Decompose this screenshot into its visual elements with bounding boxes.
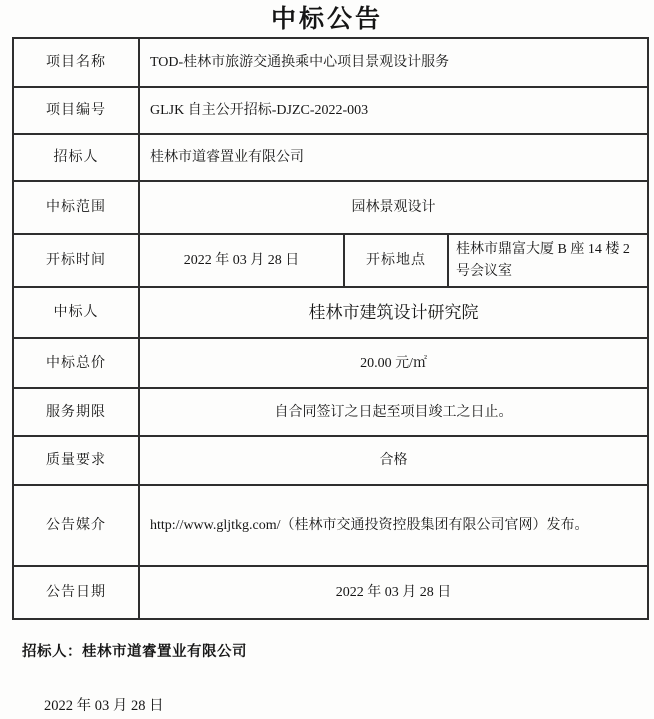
- bid-opening-time-value: 2022 年 03 月 28 日: [139, 234, 344, 287]
- award-scope-label: 中标范围: [13, 181, 139, 234]
- project-name-value: TOD-桂林市旅游交通换乘中心项目景观设计服务: [139, 38, 648, 87]
- project-number-label: 项目编号: [13, 87, 139, 134]
- quality-requirement-value: 合格: [139, 436, 648, 485]
- project-number-value: GLJK 自主公开招标-DJZC-2022-003: [139, 87, 648, 134]
- row-project-number: [13, 87, 648, 134]
- row-tenderer: [13, 134, 648, 181]
- project-name-label: 项目名称: [13, 38, 139, 87]
- announcement-date-value: 2022 年 03 月 28 日: [139, 566, 648, 619]
- total-price-value: 20.00 元/㎡: [139, 338, 648, 388]
- service-period-value: 自合同签订之日起至项目竣工之日止。: [139, 388, 648, 436]
- winner-label: 中标人: [13, 287, 139, 338]
- row-service-period: [13, 388, 648, 436]
- tenderer-value: 桂林市道睿置业有限公司: [139, 134, 648, 181]
- announcement-media-value: http://www.gljtkg.com/（桂林市交通投资控股集团有限公司官网）发布。: [139, 485, 648, 566]
- quality-requirement-label: 质量要求: [13, 436, 139, 485]
- winner-value: 桂林市建筑设计研究院: [139, 287, 648, 338]
- award-scope-value: 园林景观设计: [139, 181, 648, 234]
- service-period-label: 服务期限: [13, 388, 139, 436]
- bid-opening-location-value: 桂林市鼎富大厦 B 座 14 楼 2 号会议室: [448, 234, 648, 287]
- announcement-media-label: 公告媒介: [13, 485, 139, 566]
- row-winner: [13, 287, 648, 338]
- row-bid-opening: [13, 234, 648, 287]
- row-quality-requirement: [13, 436, 648, 485]
- row-announcement-date: [13, 566, 648, 619]
- row-total-price: [13, 338, 648, 388]
- row-award-scope: [13, 181, 648, 234]
- bid-opening-time-label: 开标时间: [13, 234, 139, 287]
- announcement-date-label: 公告日期: [13, 566, 139, 619]
- bid-award-table: [12, 37, 649, 620]
- total-price-label: 中标总价: [13, 338, 139, 388]
- tenderer-label: 招标人: [13, 134, 139, 181]
- bid-opening-location-label: 开标地点: [344, 234, 448, 287]
- row-announcement-media: [13, 485, 648, 566]
- footer-date-line: 2022 年 03 月 28 日: [44, 698, 164, 715]
- footer-tenderer-line: 招标人：桂林市道睿置业有限公司: [22, 644, 247, 661]
- page-title: 中标公告: [270, 6, 383, 33]
- row-project-name: [13, 38, 648, 87]
